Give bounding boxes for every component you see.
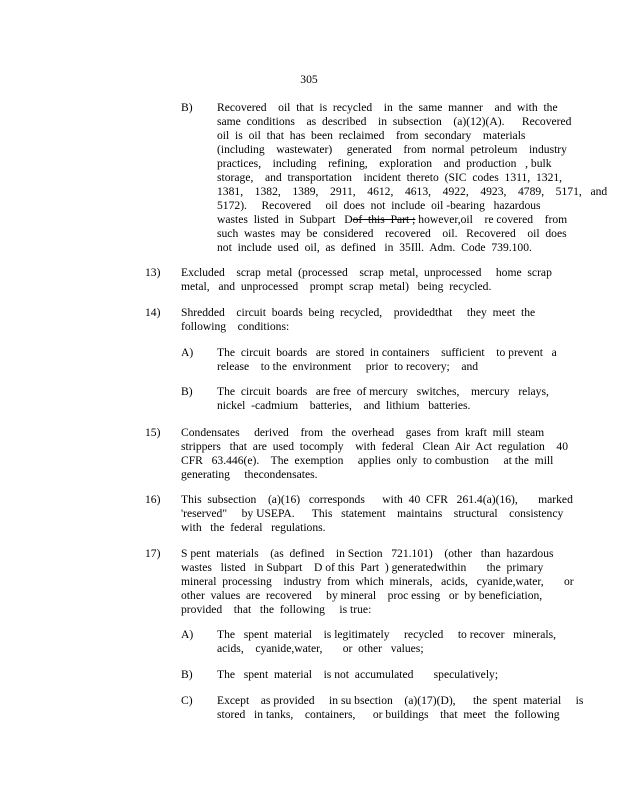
text-line: with the federal regulations. (181, 521, 326, 534)
text-line: same conditions as described in subsection (a)(12)(A). Recovered (217, 115, 572, 128)
text-line: practices, including refining, exploration and production , bulk (217, 157, 552, 170)
text-line: 'reserved" by USEPA. This statement maintains structural consistency (181, 507, 564, 520)
text-line: Excluded scrap metal (processed scrap metal, unprocessed home scrap (181, 266, 552, 279)
text-line: stored in tanks, containers, or buildings that meet the following (217, 708, 560, 721)
item-14 (145, 306, 535, 334)
subitem-text (217, 668, 498, 682)
item-17-subitem-b (181, 668, 498, 682)
subitem-label: C) (181, 694, 193, 707)
text-line: The circuit boards are stored in containers sufficient to prevent a (217, 346, 557, 359)
text-line: such wastes may be considered recovered oil. Recovered oil does (217, 227, 567, 240)
item-label: 16) (145, 493, 161, 506)
item-14-subitem-b (181, 385, 549, 413)
subitem-label: B) (181, 668, 193, 681)
text-line: CFR 63.446(e). The exemption applies only to combustion at the mill (181, 454, 554, 467)
text-line: mineral processing industry from which minerals, acids, cyanide,water, or (181, 575, 574, 588)
text-line: other values are recovered by mineral proc essing or by beneficiation, (181, 589, 543, 602)
text-line: not include used oil, as defined in 35Ill. Adm. Code 739.100. (217, 241, 532, 254)
text-line: The spent material is legitimately recycled to recover minerals, (217, 628, 556, 641)
text-line: storage, and transportation incident thereto (SIC codes 1311, 1321, (217, 171, 563, 184)
subitem-label: A) (181, 628, 194, 641)
text-line: nickel -cadmium batteries, and lithium batteries. (217, 399, 471, 412)
text-line: 5172). Recovered oil does not include oil -bearing hazardous (217, 199, 541, 212)
subitem-label: B) (181, 385, 193, 398)
text-line: following conditions: (181, 320, 290, 333)
subitem-text (217, 694, 583, 722)
item-label: 17) (145, 547, 161, 560)
text-line (217, 213, 568, 227)
item-label: 14) (145, 306, 161, 319)
subitem-text (217, 628, 556, 656)
item-text (181, 306, 535, 334)
item-13 (145, 266, 552, 294)
text-line: strippers that are used tocomply with federal Clean Air Act regulation 40 (181, 440, 569, 453)
subitem-label: A) (181, 346, 194, 359)
subitem-label: B) (181, 101, 193, 114)
item-16 (145, 493, 573, 535)
item-label: 13) (145, 266, 161, 279)
subitem-text (217, 346, 557, 374)
text-line: (including wastewater) generated from normal petroleum industry (217, 143, 567, 156)
item-17 (145, 547, 574, 617)
item-17-subitem-a (181, 628, 556, 656)
text-line: Except as provided in su bsection (a)(17)(D), the spent material is (217, 694, 584, 707)
text-line: acids, cyanide,water, or other values; (217, 642, 424, 655)
item-text (181, 547, 574, 617)
item-label: 15) (145, 426, 161, 439)
text-line: generating thecondensates. (181, 468, 318, 481)
subitem-text (217, 385, 549, 413)
text-line: provided that the following is true: (181, 603, 372, 616)
subitem-text (217, 101, 608, 255)
text-line: The circuit boards are free of mercury switches, mercury relays, (217, 385, 549, 398)
subitem-b-recovered-oil (181, 101, 608, 255)
struck-text: of this Part ; (352, 213, 416, 226)
text-line: 1381, 1382, 1389, 2911, 4612, 4613, 4922, 4923, 4789, 5171, and (217, 185, 608, 198)
text-line: Condensates derived from the overhead gases from kraft mill steam (181, 426, 545, 439)
text-line: release to the environment prior to recovery; and (217, 360, 479, 373)
text-segment: however,oil re covered from (415, 213, 568, 226)
text-line: Recovered oil that is recycled in the same manner and with the (217, 101, 558, 114)
item-text (181, 493, 573, 535)
item-text (181, 266, 552, 294)
text-line: metal, and unprocessed prompt scrap metal) being recycled. (181, 280, 492, 293)
text-segment: wastes listed in Subpart D (217, 213, 353, 226)
text-line: S pent materials (as defined in Section 721.101) (other than hazardous (181, 547, 554, 560)
text-line: Shredded circuit boards being recycled, providedthat they meet the (181, 306, 536, 319)
page-number: 305 (300, 73, 318, 86)
item-15 (145, 426, 568, 482)
text-line: This subsection (a)(16) corresponds with 40 CFR 261.4(a)(16), marked (181, 493, 573, 506)
item-17-subitem-c (181, 694, 583, 722)
item-14-subitem-a (181, 346, 557, 374)
text-line: wastes listed in Subpart D of this Part ) generatedwithin the primary (181, 561, 544, 574)
text-line: oil is oil that has been reclaimed from secondary materials (217, 129, 526, 142)
item-text (181, 426, 568, 482)
text-line: The spent material is not accumulated speculatively; (217, 668, 499, 681)
